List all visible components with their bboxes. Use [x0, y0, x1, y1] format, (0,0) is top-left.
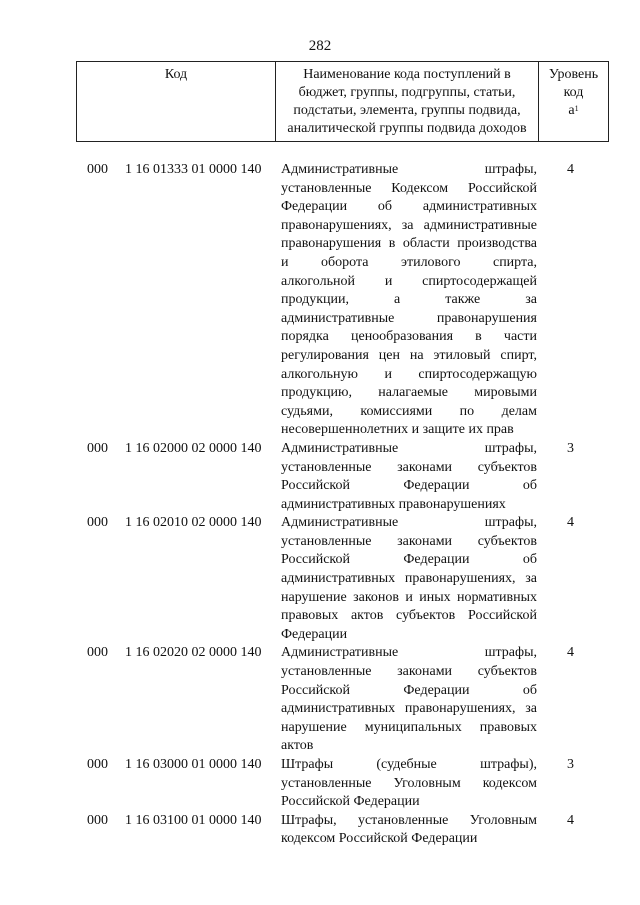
revenue-name-line: Российской Федерации об — [281, 552, 537, 568]
revenue-name-line: Федерации — [281, 626, 348, 642]
admin-code: 000 — [87, 645, 108, 661]
revenue-name-line: Штрафы, установленные Уголовным — [281, 812, 537, 828]
revenue-code: 1 16 03000 01 0000 140 — [125, 757, 262, 772]
revenue-name — [281, 644, 537, 756]
revenue-name-line: судьями, комиссиями по делам — [281, 403, 537, 419]
revenue-name-line: и оборота этилового спирта, — [281, 254, 537, 270]
revenue-name — [281, 756, 537, 812]
revenue-name-line: установленные законами субъектов — [281, 664, 537, 680]
page-number: 282 — [308, 38, 332, 54]
revenue-code: 1 16 02000 02 0000 140 — [125, 440, 262, 456]
revenue-code: 1 16 02010 02 0000 140 — [125, 515, 262, 531]
table-row — [0, 514, 640, 644]
revenue-name-line: установленные Кодексом Российской — [281, 180, 537, 196]
revenue-name-line: регулирования цен на этиловый спирт, — [281, 347, 537, 363]
revenue-name-line: административных правонарушениях, за — [281, 571, 537, 587]
admin-code: 000 — [87, 440, 108, 456]
table-row — [0, 161, 640, 440]
table-row — [0, 440, 640, 514]
code-level: 4 — [567, 645, 574, 661]
revenue-name-line: Административные штрафы, — [281, 515, 537, 531]
revenue-name-line: Административные штрафы, — [281, 162, 537, 177]
revenue-name-line: установленные законами субъектов — [281, 459, 537, 475]
code-level: 4 — [567, 162, 574, 177]
admin-code: 000 — [87, 757, 108, 772]
revenue-name-line: Российской Федерации об — [281, 682, 537, 698]
code-level: 3 — [567, 757, 574, 772]
revenue-name-line: Административные штрафы, — [281, 645, 537, 661]
revenue-name-line: продукции, а также за — [281, 292, 537, 308]
header-code: Код — [77, 62, 276, 141]
header-level-footnote: 1 — [574, 104, 579, 113]
revenue-name-line: алкогольную и спиртосодержащую — [281, 366, 537, 382]
revenue-name — [281, 812, 537, 849]
revenue-name-line: административных правонарушениях, за — [281, 701, 537, 717]
revenue-name-line: Российской Федерации об — [281, 478, 537, 494]
revenue-name-line: кодексом Российской Федерации — [281, 831, 478, 847]
revenue-name-line: Административные штрафы, — [281, 440, 537, 456]
revenue-name-line: правонарушения в области производства — [281, 236, 537, 252]
revenue-code: 1 16 02020 02 0000 140 — [125, 645, 262, 661]
table-body — [0, 161, 640, 849]
admin-code: 000 — [87, 515, 108, 531]
revenue-name-line: административные правонарушения — [281, 310, 537, 326]
revenue-name-line: продукцию, налагаемые мировыми — [281, 385, 537, 401]
table-row — [0, 756, 640, 812]
code-level: 4 — [567, 515, 574, 531]
revenue-name-line: Штрафы (судебные штрафы), — [281, 757, 537, 772]
revenue-code: 1 16 03100 01 0000 140 — [125, 812, 262, 828]
table-row — [0, 644, 640, 756]
header-level — [539, 62, 608, 141]
code-level: 3 — [567, 440, 574, 456]
revenue-name-line: административных правонарушениях — [281, 496, 506, 512]
revenue-name-line: нарушение законов и иных нормативных — [281, 589, 537, 605]
revenue-name-line: порядка ценообразования в части — [281, 329, 537, 345]
admin-code: 000 — [87, 162, 108, 177]
admin-code: 000 — [87, 812, 108, 828]
header-level-tail: а — [568, 103, 575, 118]
revenue-name-line: установленные Уголовным кодексом — [281, 775, 537, 791]
table-row — [0, 812, 640, 849]
revenue-code: 1 16 01333 01 0000 140 — [125, 162, 262, 177]
revenue-name — [281, 514, 537, 644]
header-level-text: Уровень код — [548, 67, 599, 100]
code-level: 4 — [567, 812, 574, 828]
header-name: Наименование кода поступлений в бюджет, группы, подгруппы, статьи, подстатьи, элемента, группы подвида, аналитической группы подвида доходов — [276, 62, 539, 141]
revenue-name-line: Федерации об административных — [281, 199, 537, 215]
revenue-name-line: несовершеннолетних и защите их прав — [281, 422, 514, 438]
revenue-name — [281, 440, 537, 514]
revenue-name-line: нарушение муниципальных правовых — [281, 719, 537, 735]
revenue-name-line: правонарушениях, за административные — [281, 217, 537, 233]
revenue-name-line: правовых актов субъектов Российской — [281, 608, 537, 624]
table-header — [76, 61, 609, 142]
revenue-name-line: Российской Федерации — [281, 794, 420, 810]
revenue-name — [281, 161, 537, 440]
revenue-name-line: алкогольной и спиртосодержащей — [281, 273, 537, 289]
revenue-name-line: установленные законами субъектов — [281, 533, 537, 549]
revenue-name-line: актов — [281, 738, 314, 754]
